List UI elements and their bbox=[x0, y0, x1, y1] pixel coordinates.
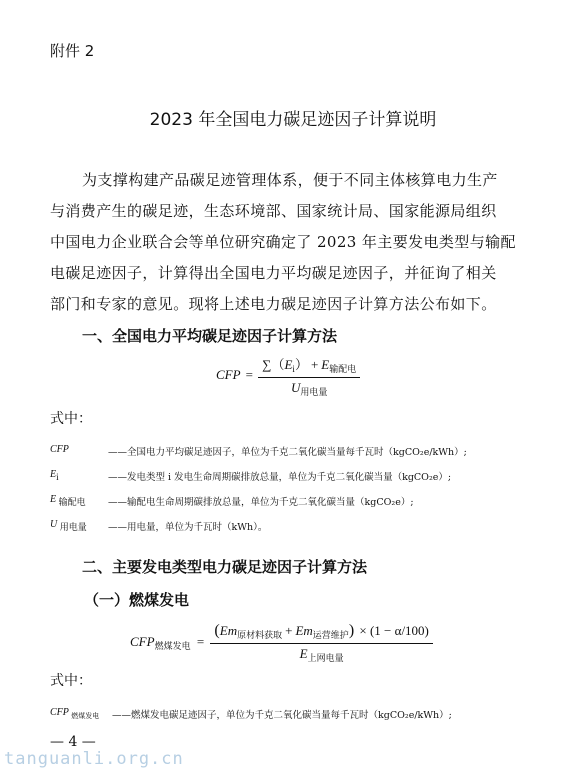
var-e-sub: i bbox=[292, 364, 295, 374]
definition-text: ——用电量，单位为千瓦时（kWh）。 bbox=[108, 522, 268, 533]
var-u-sub: 用电量 bbox=[300, 387, 328, 397]
var-e-transmission: E bbox=[321, 357, 330, 372]
definition-symbol: CFP bbox=[50, 444, 69, 455]
attachment-label: 附件 2 bbox=[50, 42, 95, 60]
formula-numerator bbox=[210, 622, 432, 644]
formula-denominator bbox=[210, 644, 432, 664]
var-em-sub: 原材料获取 bbox=[237, 630, 283, 640]
formula-cfp-average bbox=[216, 354, 360, 398]
var-e: E bbox=[284, 357, 293, 372]
definition-symbol: CFP $_{燃煤发电}$ bbox=[50, 707, 100, 720]
definition-symbol: Ei bbox=[50, 469, 59, 482]
var-em2-sub: 运营维护 bbox=[312, 630, 349, 640]
paren-close: ) bbox=[348, 622, 355, 639]
intro-line-5: 部门和专家的意见。现将上述电力碳足迹因子计算方法公布如下。 bbox=[50, 295, 497, 313]
page-number: — 4 — bbox=[50, 734, 96, 750]
definition-text: ——发电类型 i 发电生命周期碳排放总量，单位为千克二氧化碳当量（kgCO₂e）; bbox=[108, 472, 452, 483]
intro-line-4: 电碳足迹因子，计算得出全国电力平均碳足迹因子，并征询了相关 bbox=[50, 264, 497, 282]
where-label-2: 式中： bbox=[50, 673, 92, 689]
var-e: E bbox=[299, 646, 308, 661]
plus-sign: + bbox=[285, 623, 293, 638]
definition-symbol: U 用电量 bbox=[50, 519, 87, 532]
formula-tail: × (1 − α/100) bbox=[359, 623, 429, 638]
var-e-sub: 上网电量 bbox=[307, 653, 344, 663]
intro-line-1: 为支撑构建产品碳足迹管理体系，便于不同主体核算电力生产 bbox=[82, 171, 498, 189]
definition-text: ——全国电力平均碳足迹因子，单位为千克二氧化碳当量每千瓦时（kgCO₂e/kWh）; bbox=[108, 447, 467, 458]
plus-sign: + bbox=[310, 357, 319, 372]
formula-cfp-coal bbox=[130, 622, 433, 664]
definition-symbol: E 输配电 bbox=[50, 494, 86, 507]
formula-lhs: CFP bbox=[216, 366, 241, 382]
var-em2: Em bbox=[295, 623, 313, 638]
definition-text: ——输配电生命周期碳排放总量，单位为千克二氧化碳当量（kgCO₂e）; bbox=[108, 497, 414, 508]
intro-line-3: 中国电力企业联合会等单位研究确定了 2023 年主要发电类型与输配 bbox=[50, 233, 516, 251]
section1-heading: 一、全国电力平均碳足迹因子计算方法 bbox=[82, 327, 338, 345]
formula-fraction bbox=[210, 622, 432, 664]
paren-open: （ bbox=[271, 357, 285, 372]
formula-numerator bbox=[258, 354, 360, 378]
formula-equals: = bbox=[196, 633, 205, 649]
var-u: U bbox=[291, 380, 301, 395]
formula-equals: = bbox=[245, 366, 253, 382]
section2-heading: 二、主要发电类型电力碳足迹因子计算方法 bbox=[82, 558, 368, 576]
section2-subheading: （一）燃煤发电 bbox=[84, 591, 190, 609]
var-e-transmission-sub: 输配电 bbox=[329, 364, 357, 374]
paren-close: ） bbox=[294, 357, 308, 372]
formula-denominator bbox=[258, 378, 360, 398]
where-label-1: 式中： bbox=[50, 411, 92, 427]
paren-open: ( bbox=[214, 622, 220, 639]
page-title: 2023 年全国电力碳足迹因子计算说明 bbox=[149, 110, 437, 130]
sum-symbol: ∑ bbox=[262, 357, 272, 372]
formula-lhs-sub: 燃煤发电 bbox=[154, 640, 191, 651]
definition-text: ——燃煤发电碳足迹因子，单位为千克二氧化碳当量每千瓦时（kgCO₂e/kWh）; bbox=[112, 710, 452, 721]
formula-lhs: CFP bbox=[130, 633, 155, 649]
var-em: Em bbox=[219, 623, 238, 638]
formula-fraction bbox=[258, 354, 360, 398]
intro-line-2: 与消费产生的碳足迹，生态环境部、国家统计局、国家能源局组织 bbox=[50, 202, 497, 220]
watermark: tanguanli.org.cn bbox=[4, 749, 184, 769]
